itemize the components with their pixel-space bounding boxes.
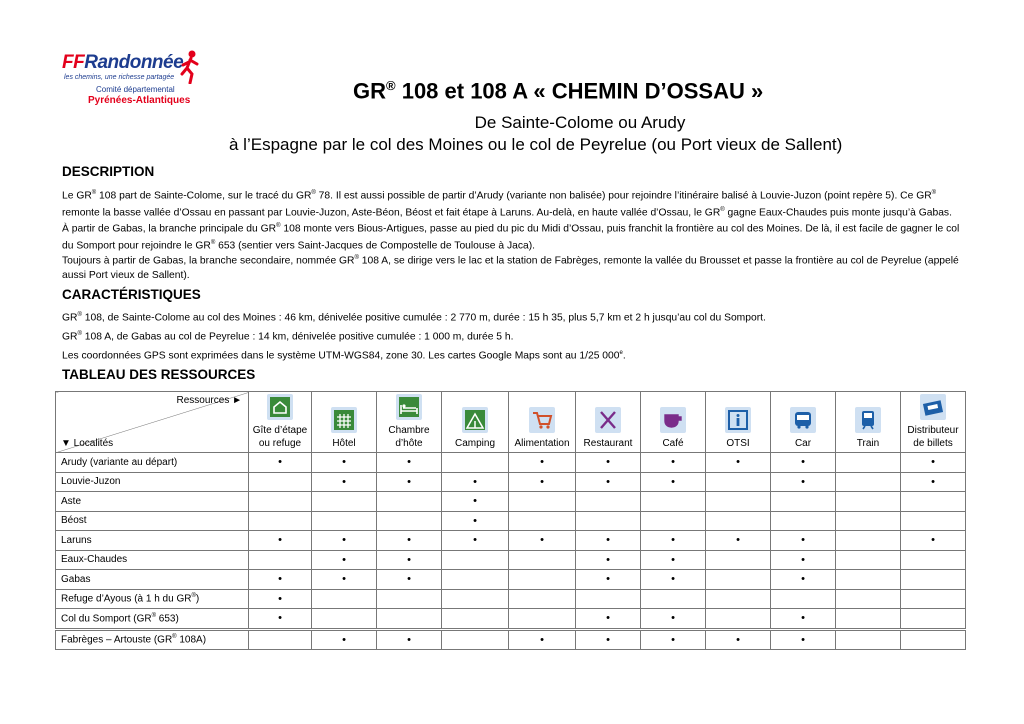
logo-brand: FFRandonnée xyxy=(62,52,184,73)
availability-cell xyxy=(377,570,442,590)
available-bullet: • xyxy=(606,573,610,586)
available-bullet: • xyxy=(801,573,805,586)
availability-cell xyxy=(836,570,901,590)
availability-cell xyxy=(312,609,377,630)
localities-axis-label: ▼ Localités xyxy=(61,438,114,449)
availability-cell xyxy=(442,629,509,650)
availability-cell xyxy=(377,589,442,609)
column-header xyxy=(771,392,836,453)
availability-cell xyxy=(249,472,312,492)
available-bullet: • xyxy=(342,456,346,469)
availability-cell xyxy=(312,472,377,492)
locality-cell: Gabas xyxy=(56,570,249,590)
availability-cell xyxy=(576,531,641,551)
tent-icon xyxy=(462,407,488,433)
locality-cell: Refuge d’Ayous (à 1 h du GR®) xyxy=(56,589,249,609)
availability-cell xyxy=(641,609,706,630)
availability-cell xyxy=(836,492,901,512)
table-corner xyxy=(56,392,249,453)
availability-cell xyxy=(509,570,576,590)
available-bullet: • xyxy=(278,456,282,469)
availability-cell xyxy=(836,472,901,492)
availability-cell xyxy=(771,550,836,570)
availability-cell xyxy=(509,629,576,650)
availability-cell xyxy=(509,589,576,609)
availability-cell xyxy=(771,531,836,551)
availability-cell xyxy=(706,472,771,492)
column-label: Train xyxy=(856,438,880,449)
available-bullet: • xyxy=(671,612,675,625)
availability-cell xyxy=(706,492,771,512)
locality-cell: Arudy (variante au départ) xyxy=(56,453,249,473)
available-bullet: • xyxy=(278,534,282,547)
available-bullet: • xyxy=(606,475,610,488)
available-bullet: • xyxy=(931,475,935,488)
availability-cell xyxy=(771,453,836,473)
available-bullet: • xyxy=(407,633,411,646)
table-row xyxy=(56,629,966,650)
table-row xyxy=(56,511,966,531)
availability-cell xyxy=(377,492,442,512)
available-bullet: • xyxy=(540,534,544,547)
available-bullet: • xyxy=(671,633,675,646)
availability-cell xyxy=(576,570,641,590)
available-bullet: • xyxy=(473,534,477,547)
availability-cell xyxy=(249,511,312,531)
availability-cell xyxy=(312,492,377,512)
availability-cell xyxy=(442,609,509,630)
available-bullet: • xyxy=(736,534,740,547)
availability-cell xyxy=(836,531,901,551)
column-label: Chambre d’hôte xyxy=(388,425,430,449)
available-bullet: • xyxy=(278,592,282,605)
available-bullet: • xyxy=(801,475,805,488)
logo-tagline: les chemins, une richesse partagée xyxy=(64,74,175,81)
availability-cell xyxy=(901,589,966,609)
availability-cell xyxy=(706,570,771,590)
availability-cell xyxy=(771,629,836,650)
column-label: Gîte d’étape ou refuge xyxy=(252,425,308,449)
available-bullet: • xyxy=(342,475,346,488)
available-bullet: • xyxy=(407,573,411,586)
table-row xyxy=(56,589,966,609)
available-bullet: • xyxy=(540,475,544,488)
resources-table xyxy=(55,391,966,650)
characteristics-line-1: GR® 108, de Sainte-Colome au col des Moines : 46 km, dénivelée positive cumulée : 2 770 m, durée : 15 h 35, plus 5,7 km et 2 h jusqu’au col du Somport. xyxy=(62,312,766,324)
availability-cell xyxy=(576,511,641,531)
availability-cell xyxy=(641,550,706,570)
availability-cell xyxy=(641,492,706,512)
locality-cell: Béost xyxy=(56,511,249,531)
available-bullet: • xyxy=(473,495,477,508)
availability-cell xyxy=(901,609,966,630)
characteristics-line-2: GR® 108 A, de Gabas au col de Peyrelue : 14 km, dénivelée positive cumulée : 1 000 m, durée 5 h. xyxy=(62,331,514,343)
availability-cell xyxy=(576,492,641,512)
availability-cell xyxy=(771,492,836,512)
available-bullet: • xyxy=(671,573,675,586)
available-bullet: • xyxy=(801,456,805,469)
available-bullet: • xyxy=(342,573,346,586)
subtitle-origin: De Sainte-Colome ou Arudy xyxy=(474,113,686,132)
available-bullet: • xyxy=(736,633,740,646)
column-header xyxy=(509,392,576,453)
availability-cell xyxy=(249,550,312,570)
availability-cell xyxy=(442,570,509,590)
availability-cell xyxy=(576,453,641,473)
hiker-icon xyxy=(178,50,202,84)
availability-cell xyxy=(836,629,901,650)
table-row xyxy=(56,609,966,630)
availability-cell xyxy=(641,570,706,590)
availability-cell xyxy=(312,570,377,590)
column-header xyxy=(312,392,377,453)
availability-cell xyxy=(312,589,377,609)
available-bullet: • xyxy=(801,534,805,547)
availability-cell xyxy=(377,609,442,630)
page-title: GR® 108 et 108 A « CHEMIN D’OSSAU » xyxy=(353,78,764,104)
availability-cell xyxy=(312,511,377,531)
available-bullet: • xyxy=(407,456,411,469)
availability-cell xyxy=(509,531,576,551)
column-label: Restaurant xyxy=(583,438,633,449)
availability-cell xyxy=(641,531,706,551)
available-bullet: • xyxy=(407,475,411,488)
availability-cell xyxy=(377,531,442,551)
column-header xyxy=(706,392,771,453)
availability-cell xyxy=(901,453,966,473)
table-row xyxy=(56,472,966,492)
available-bullet: • xyxy=(671,475,675,488)
table-row xyxy=(56,531,966,551)
available-bullet: • xyxy=(473,475,477,488)
column-label: OTSI xyxy=(726,438,750,449)
locality-cell: Col du Somport (GR® 653) xyxy=(56,609,249,630)
availability-cell xyxy=(771,570,836,590)
available-bullet: • xyxy=(801,612,805,625)
availability-cell xyxy=(442,472,509,492)
column-label: Alimentation xyxy=(514,438,570,449)
availability-cell xyxy=(377,629,442,650)
availability-cell xyxy=(771,472,836,492)
availability-cell xyxy=(901,570,966,590)
available-bullet: • xyxy=(278,612,282,625)
cup-icon xyxy=(660,407,686,433)
column-header xyxy=(249,392,312,453)
bed-icon xyxy=(396,394,422,420)
resources-axis-label: Ressources ► xyxy=(176,395,242,406)
availability-cell xyxy=(576,629,641,650)
column-label: Car xyxy=(794,438,812,449)
ffrandonnee-logo xyxy=(62,50,202,110)
available-bullet: • xyxy=(407,553,411,566)
availability-cell xyxy=(836,589,901,609)
availability-cell xyxy=(249,453,312,473)
availability-cell xyxy=(836,453,901,473)
availability-cell xyxy=(249,492,312,512)
availability-cell xyxy=(836,550,901,570)
cutlery-icon xyxy=(595,407,621,433)
availability-cell xyxy=(706,511,771,531)
availability-cell xyxy=(509,492,576,512)
availability-cell xyxy=(249,570,312,590)
bus-icon xyxy=(790,407,816,433)
ticket-icon xyxy=(920,394,946,420)
info-icon xyxy=(725,407,751,433)
availability-cell xyxy=(377,472,442,492)
availability-cell xyxy=(641,629,706,650)
column-header xyxy=(442,392,509,453)
subtitle-destination: à l’Espagne par le col des Moines ou le col de Peyrelue (ou Port vieux de Sallent) xyxy=(229,135,843,154)
availability-cell xyxy=(377,550,442,570)
available-bullet: • xyxy=(407,534,411,547)
availability-cell xyxy=(377,453,442,473)
available-bullet: • xyxy=(278,573,282,586)
available-bullet: • xyxy=(801,633,805,646)
availability-cell xyxy=(771,511,836,531)
availability-cell xyxy=(442,492,509,512)
available-bullet: • xyxy=(931,534,935,547)
available-bullet: • xyxy=(342,633,346,646)
available-bullet: • xyxy=(342,534,346,547)
availability-cell xyxy=(771,589,836,609)
column-header xyxy=(641,392,706,453)
locality-cell: Aste xyxy=(56,492,249,512)
availability-cell xyxy=(576,472,641,492)
available-bullet: • xyxy=(606,553,610,566)
logo-region: Pyrénées-Atlantiques xyxy=(88,95,191,106)
available-bullet: • xyxy=(671,553,675,566)
availability-cell xyxy=(771,609,836,630)
availability-cell xyxy=(706,550,771,570)
availability-cell xyxy=(377,511,442,531)
train-icon xyxy=(855,407,881,433)
availability-cell xyxy=(901,492,966,512)
availability-cell xyxy=(249,609,312,630)
available-bullet: • xyxy=(606,534,610,547)
availability-cell xyxy=(442,511,509,531)
description-paragraph-3: Toujours à partir de Gabas, la branche secondaire, nommée GR® 108 A, se dirige vers le lac et la station de Fabrèges, remonte la vallée du Brousset et passe la frontière au col de Peyrelue (appelé aussi Port vieux de Sallent). xyxy=(62,255,959,282)
house-icon xyxy=(267,394,293,420)
locality-cell: Eaux-Chaudes xyxy=(56,550,249,570)
available-bullet: • xyxy=(606,456,610,469)
availability-cell xyxy=(641,472,706,492)
availability-cell xyxy=(901,629,966,650)
availability-cell xyxy=(836,609,901,630)
availability-cell xyxy=(249,531,312,551)
available-bullet: • xyxy=(736,456,740,469)
availability-cell xyxy=(509,472,576,492)
availability-cell xyxy=(576,609,641,630)
availability-cell xyxy=(706,609,771,630)
available-bullet: • xyxy=(540,456,544,469)
availability-cell xyxy=(509,453,576,473)
availability-cell xyxy=(901,511,966,531)
availability-cell xyxy=(312,531,377,551)
availability-cell xyxy=(641,589,706,609)
resources-heading: TABLEAU DES RESSOURCES xyxy=(62,367,256,382)
availability-cell xyxy=(901,472,966,492)
availability-cell xyxy=(442,550,509,570)
characteristics-heading: CARACTÉRISTIQUES xyxy=(62,287,201,302)
description-paragraph-1: Le GR® 108 part de Sainte-Colome, sur le tracé du GR® 78. Il est aussi possible de partir d’Arudy (variante non balisée) pour rejoindre l’itinéraire balisé à Louvie-Juzon (point repère 5). Ce GR® remonte la basse vallée d’Ossau en passant par Louvie-Juzon, Aste-Béon, Béost et fait étape à Laruns. Au-delà, en haute vallée d’Ossau, le GR® gagne Eaux-Chaudes puis monte jusqu’à Gabas. xyxy=(62,190,952,219)
table-row xyxy=(56,550,966,570)
logo-committee: Comité départemental xyxy=(96,85,175,94)
availability-cell xyxy=(706,453,771,473)
locality-cell: Fabrèges – Artouste (GR® 108A) xyxy=(56,629,249,650)
availability-cell xyxy=(249,629,312,650)
table-header-row xyxy=(56,392,966,453)
column-header xyxy=(377,392,442,453)
available-bullet: • xyxy=(671,534,675,547)
availability-cell xyxy=(509,609,576,630)
availability-cell xyxy=(312,629,377,650)
availability-cell xyxy=(706,531,771,551)
availability-cell xyxy=(901,531,966,551)
table-row xyxy=(56,570,966,590)
available-bullet: • xyxy=(342,553,346,566)
available-bullet: • xyxy=(606,612,610,625)
availability-cell xyxy=(509,511,576,531)
hotel-icon xyxy=(331,407,357,433)
availability-cell xyxy=(706,589,771,609)
availability-cell xyxy=(509,550,576,570)
column-label: Hôtel xyxy=(332,438,356,449)
column-header xyxy=(836,392,901,453)
availability-cell xyxy=(706,629,771,650)
column-label: Distributeur de billets xyxy=(907,425,959,449)
availability-cell xyxy=(249,589,312,609)
availability-cell xyxy=(901,550,966,570)
description-heading: DESCRIPTION xyxy=(62,164,155,179)
available-bullet: • xyxy=(540,633,544,646)
availability-cell xyxy=(442,531,509,551)
column-header xyxy=(576,392,641,453)
locality-cell: Louvie-Juzon xyxy=(56,472,249,492)
available-bullet: • xyxy=(931,456,935,469)
locality-cell: Laruns xyxy=(56,531,249,551)
availability-cell xyxy=(641,453,706,473)
column-header xyxy=(901,392,966,453)
available-bullet: • xyxy=(473,514,477,527)
description-paragraph-2: À partir de Gabas, la branche principale du GR® 108 monte vers Bious-Artigues, passe au pied du pic du Midi d’Ossau, puis franchit la frontière au col des Moines. De là, il est facile de gagner le col du Somport pour rejoindre le GR® 653 (sentier vers Saint-Jacques de Compostelle de Toulouse à Jaca). xyxy=(62,223,960,252)
table-row xyxy=(56,453,966,473)
availability-cell xyxy=(312,550,377,570)
column-label: Camping xyxy=(454,438,496,449)
available-bullet: • xyxy=(801,553,805,566)
table-row xyxy=(56,492,966,512)
availability-cell xyxy=(312,453,377,473)
availability-cell xyxy=(442,453,509,473)
availability-cell xyxy=(576,589,641,609)
cart-icon xyxy=(529,407,555,433)
available-bullet: • xyxy=(671,456,675,469)
column-label: Café xyxy=(662,438,684,449)
availability-cell xyxy=(576,550,641,570)
availability-cell xyxy=(836,511,901,531)
availability-cell xyxy=(442,589,509,609)
characteristics-line-3: Les coordonnées GPS sont exprimées dans le système UTM-WGS84, zone 30. Les cartes Google Maps sont au 1/25 000e. xyxy=(62,350,626,362)
availability-cell xyxy=(641,511,706,531)
available-bullet: • xyxy=(606,633,610,646)
